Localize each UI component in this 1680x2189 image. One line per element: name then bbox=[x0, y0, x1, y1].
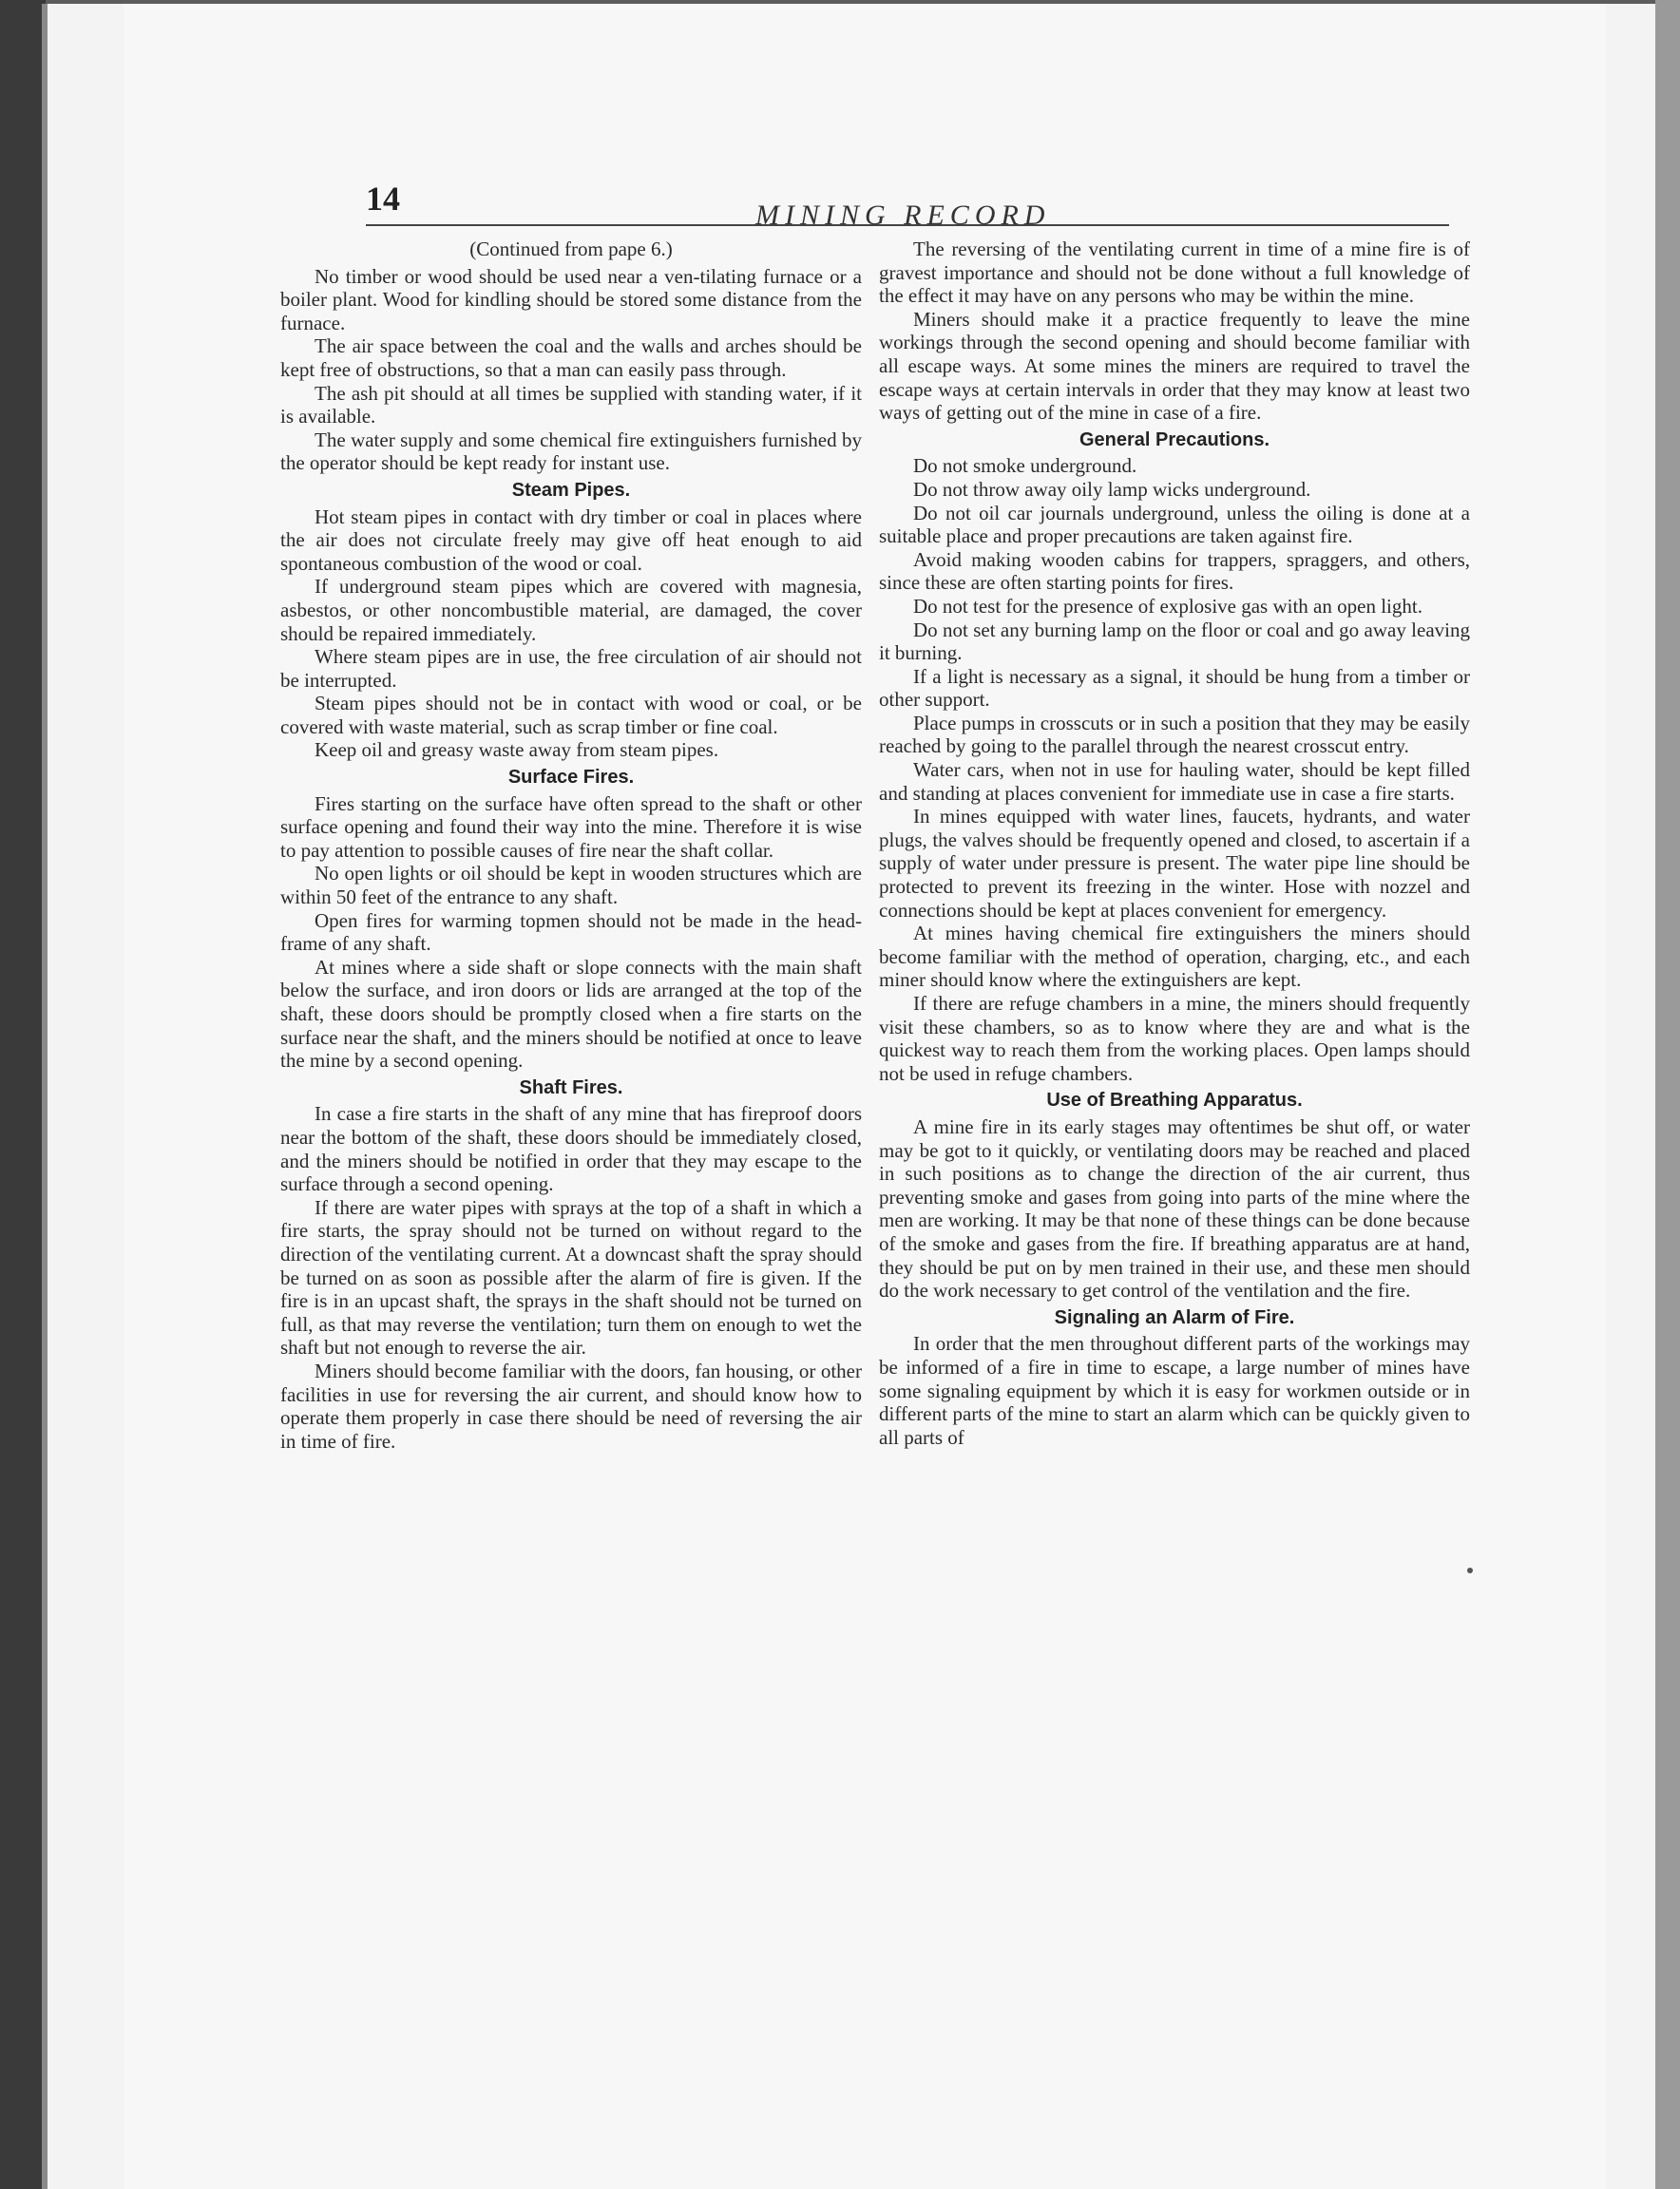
paragraph: Do not smoke underground. bbox=[913, 454, 1137, 478]
paragraph: Keep oil and greasy waste away from steam pipes. bbox=[315, 738, 719, 762]
paragraph: If there are water pipes with sprays at the top of a shaft in which a fire starts, the spray should not be turned on without regard to the direction of the ventilating current. At a downcast shaft the spray should be turned on as soon as possible after the alarm of fire is given. If the fire is in an upcast shaft, the sprays in the shaft should not be turned on full, as that may reverse the ventilation; turn them on enough to wet the shaft but not enough to reverse the air. bbox=[280, 1195, 862, 1360]
paragraph: The reversing of the ventilating current in time of a mine fire is of gravest importance and should not be done without a full knowledge of the effect it may have on any persons who may be within the mine. bbox=[879, 238, 1470, 308]
paragraph: At mines having chemical fire extinguishers the miners should become familiar with the method of operation, charging, etc., and each miner should know where the extinguishers are kept. bbox=[879, 922, 1470, 992]
section-heading-signaling: Signaling an Alarm of Fire. bbox=[1054, 1306, 1295, 1328]
right-column bbox=[879, 238, 1470, 1449]
paragraph: Do not set any burning lamp on the floor or coal and go away leaving it burning. bbox=[879, 618, 1470, 665]
paragraph: Hot steam pipes in contact with dry timber or coal in places where the air does not circulate freely may give off heat enough to aid spontaneous combustion of the wood or coal. bbox=[280, 504, 862, 575]
paragraph: If underground steam pipes which are covered with magnesia, asbestos, or other noncombustible material, are damaged, the cover should be repaired immediately. bbox=[280, 575, 862, 645]
paragraph: Place pumps in crosscuts or in such a position that they may be easily reached by going to the parallel through the nearest crosscut entry. bbox=[879, 711, 1470, 758]
ink-speck bbox=[1467, 1568, 1473, 1573]
continued-note: (Continued from pape 6.) bbox=[469, 238, 673, 260]
paragraph: If a light is necessary as a signal, it should be hung from a timber or other support. bbox=[879, 664, 1470, 712]
paragraph: The ash pit should at all times be supplied with standing water, if it is available. bbox=[280, 381, 862, 428]
paragraph: Do not oil car journals underground, unless the oiling is done at a suitable place and proper precautions are taken against fire. bbox=[879, 501, 1470, 548]
paragraph: Steam pipes should not be in contact with wood or coal, or be covered with waste material, such as scrap timber or fine coal. bbox=[280, 692, 862, 738]
page-number: 14 bbox=[366, 180, 400, 218]
paragraph: Miners should become familiar with the doors, fan housing, or other facilities in use for reversing the air current, and should know how to operate them properly in case there should be need of reversing the air in time of fire. bbox=[280, 1359, 862, 1453]
binder-edge bbox=[0, 0, 46, 2189]
paragraph: No timber or wood should be used near a ven-tilating furnace or a boiler plant. Wood for kindling should be stored some distance from the furnace. bbox=[280, 264, 862, 334]
paragraph: Miners should make it a practice frequently to leave the mine workings through the second opening and should become familiar with all escape ways. At some mines the miners are required to travel the escape ways at certain intervals in order that they may know at least two ways of getting out of the mine in case of a fire. bbox=[879, 307, 1470, 425]
paragraph: The air space between the coal and the walls and arches should be kept free of obstructions, so that a man can easily pass through. bbox=[280, 334, 862, 381]
paragraph: Water cars, when not in use for hauling water, should be kept filled and standing at places convenient for immediate use in case a fire starts. bbox=[879, 758, 1470, 805]
paragraph: At mines where a side shaft or slope connects with the main shaft below the surface, and iron doors or lids are arranged at the top of the shaft, these doors should be promptly closed when a fire starts on the surface near the shaft, and the miners should be notified at once to leave the mine by a second opening. bbox=[280, 955, 862, 1073]
paragraph: Open fires for warming topmen should not be made in the head-frame of any shaft. bbox=[280, 908, 862, 956]
page-header bbox=[366, 179, 1449, 231]
paragraph: Where steam pipes are in use, the free circulation of air should not be interrupted. bbox=[280, 645, 862, 692]
paragraph: In case a fire starts in the shaft of any mine that has fireproof doors near the bottom of the shaft, these doors should be immediately closed, and the miners should be notified in order that they may escape to the surface through a second opening. bbox=[280, 1102, 862, 1196]
section-heading-steam-pipes: Steam Pipes. bbox=[511, 479, 631, 501]
paragraph: Fires starting on the surface have often spread to the shaft or other surface opening and found their way into the mine. Therefore it is wise to pay attention to possible causes of fire near the shaft collar. bbox=[280, 791, 862, 862]
paragraph: A mine fire in its early stages may oftentimes be shut off, or water may be got to it quickly, or ventilating doors may be reached and placed in such positions as to change the direction of the air current, thus preventing smoke and gases from going into parts of the mine where the men are working. It may be that none of these things can be done because of the smoke and gases from the fire. If breathing apparatus are at hand, they should be put on by men trained in their use, and these men should do the work necessary to get control of the ventilation and the fire. bbox=[879, 1114, 1470, 1303]
paragraph: In order that the men throughout different parts of the workings may be informed of a fire in time to escape, a large number of mines have some signaling equipment by which it is easy for workmen outside or in different parts of the mine to start an alarm which can be quickly given to all parts of bbox=[879, 1332, 1470, 1449]
section-heading-surface-fires: Surface Fires. bbox=[507, 767, 635, 789]
page-right-edge bbox=[1655, 0, 1680, 2189]
masthead-title: MINING RECORD bbox=[755, 200, 1051, 231]
paragraph: In mines equipped with water lines, faucets, hydrants, and water plugs, the valves should be frequently opened and closed, to ascertain if a supply of water under pressure is present. The water pipe line should be protected to prevent its freezing in the winter. Hose with nozzel and connections should be kept at places convenient for emergency. bbox=[879, 805, 1470, 922]
left-column bbox=[280, 238, 862, 1453]
paragraph: Do not test for the presence of explosive gas with an open light. bbox=[913, 594, 1422, 618]
section-heading-shaft-fires: Shaft Fires. bbox=[519, 1076, 623, 1098]
paragraph: Avoid making wooden cabins for trappers, spraggers, and others, since these are often starting points for fires. bbox=[879, 547, 1470, 595]
paragraph: No open lights or oil should be kept in wooden structures which are within 50 feet of the entrance to any shaft. bbox=[280, 862, 862, 909]
paragraph: Do not throw away oily lamp wicks underground. bbox=[913, 477, 1311, 501]
section-heading-breathing-apparatus: Use of Breathing Apparatus. bbox=[1046, 1090, 1303, 1112]
section-heading-general-precautions: General Precautions. bbox=[1079, 428, 1270, 450]
paragraph: The water supply and some chemical fire extinguishers furnished by the operator should be kept ready for instant use. bbox=[280, 428, 862, 475]
paragraph: If there are refuge chambers in a mine, the miners should frequently visit these chambers, so as to know where they are and what is the quickest way to reach them from the working places. Open lamps should not be used in refuge chambers. bbox=[879, 992, 1470, 1085]
